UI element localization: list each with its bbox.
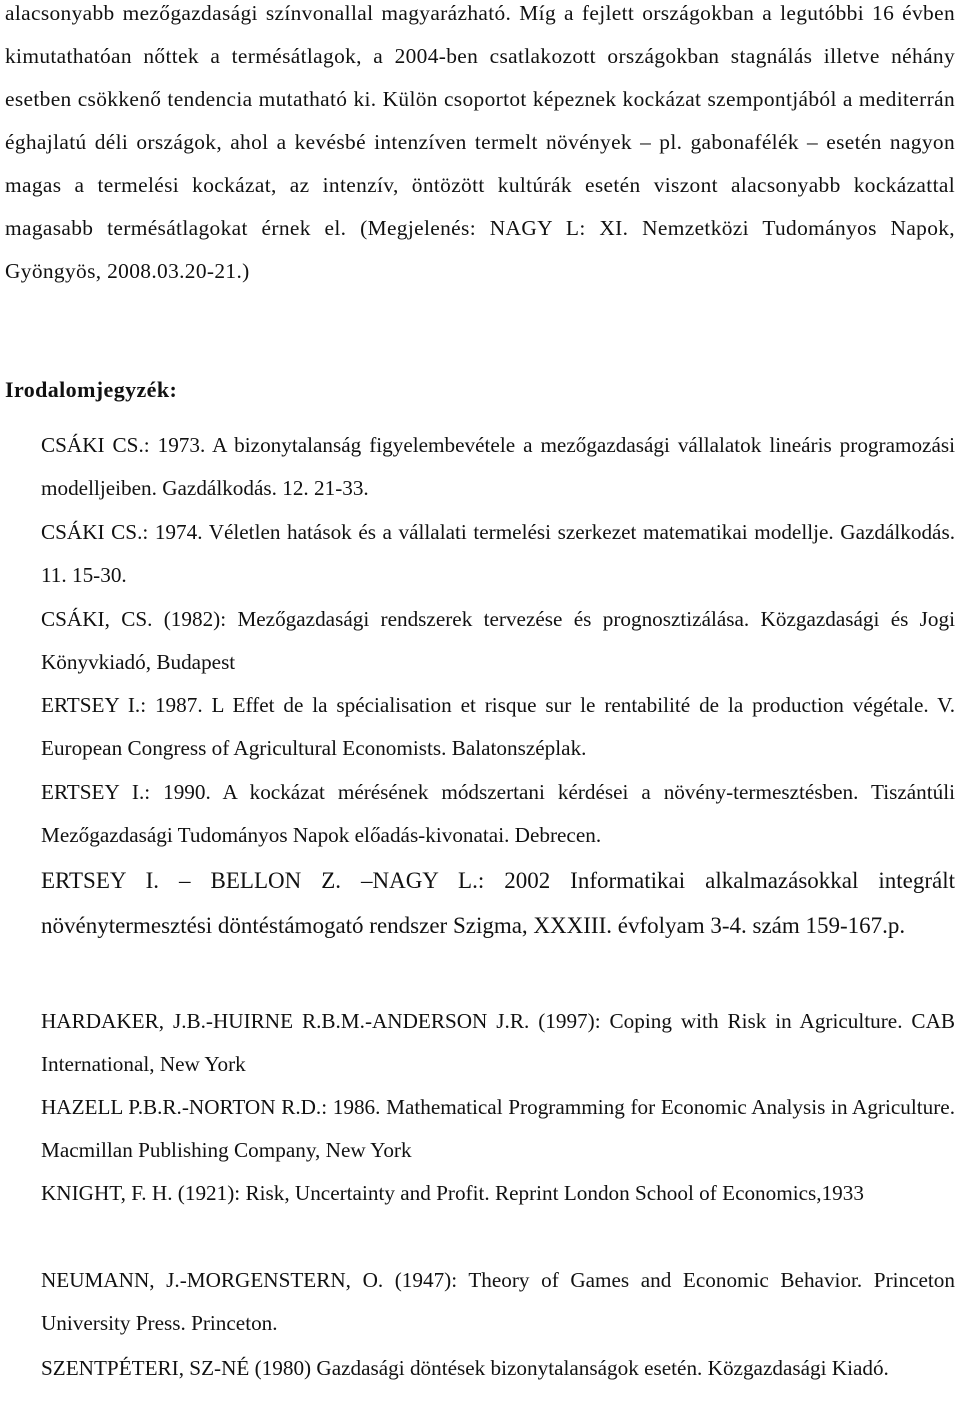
bibliography-heading: Irodalomjegyzék: bbox=[5, 377, 178, 402]
reference-item: ERTSEY I.: 1987. L Effet de la spécialisation et risque sur le rentabilité de la production végétale. V. European Congress of Agricultural Economists. Balatonszéplak. bbox=[41, 693, 955, 760]
reference-item: SZENTPÉTERI, SZ-NÉ (1980) Gazdasági döntések bizonytalanságok esetén. Közgazdasági Kiadó. bbox=[41, 1356, 889, 1380]
reference-item: KNIGHT, F. H. (1921): Risk, Uncertainty and Profit. Reprint London School of Economics,1933 bbox=[41, 1181, 864, 1205]
reference-item: CSÁKI CS.: 1973. A bizonytalanság figyelembevétele a mezőgazdasági vállalatok lineáris programozási modelljeiben. Gazdálkodás. 12. 21-33. bbox=[41, 433, 955, 500]
reference-item: HARDAKER, J.B.-HUIRNE R.B.M.-ANDERSON J.R. (1997): Coping with Risk in Agriculture. CAB International, New York bbox=[41, 1009, 955, 1076]
reference-item: HAZELL P.B.R.-NORTON R.D.: 1986. Mathematical Programming for Economic Analysis in Agriculture. Macmillan Publishing Company, New York bbox=[41, 1095, 955, 1162]
reference-item: ERTSEY I.: 1990. A kockázat mérésének módszertani kérdései a növény-termesztésben. Tiszántúli Mezőgazdasági Tudományos Napok előadás-kivonatai. Debrecen. bbox=[41, 780, 955, 847]
reference-item: CSÁKI, CS. (1982): Mezőgazdasági rendszerek tervezése és prognosztizálása. Közgazdasági és Jogi Könyvkiadó, Budapest bbox=[41, 607, 955, 674]
reference-item: CSÁKI CS.: 1974. Véletlen hatások és a vállalati termelési szerkezet matematikai modellje. Gazdálkodás. 11. 15-30. bbox=[41, 520, 955, 587]
reference-item: NEUMANN, J.-MORGENSTERN, O. (1947): Theory of Games and Economic Behavior. Princeton University Press. Princeton. bbox=[41, 1268, 955, 1335]
reference-item: ERTSEY I. – BELLON Z. –NAGY L.: 2002 Informatikai alkalmazásokkal integrált növénytermesztési döntéstámogató rendszer Szigma, XXXIII. évfolyam 3-4. szám 159-167.p. bbox=[41, 868, 955, 938]
body-paragraph: alacsonyabb mezőgazdasági színvonallal magyarázható. Míg a fejlett országokban a legutóbbi 16 évben kimutathatóan nőttek a termésátlagok, a 2004-ben csatlakozott országokban stagnálás illetve néhány esetben csökkenő tendencia mutatható ki. Külön csoportot képeznek kockázat szempontjából a mediterrán éghajlatú déli országok, ahol a kevésbé intenzíven termelt növények – pl. gabonafélék – esetén nagyon magas a termelési kockázat, az intenzív, öntözött kultúrák esetén viszont alacsonyabb kockázattal magasabb termésátlagokat érnek el. (Megjelenés: NAGY L: XI. Nemzetközi Tudományos Napok, Gyöngyös, 2008.03.20-21.) bbox=[5, 1, 955, 283]
